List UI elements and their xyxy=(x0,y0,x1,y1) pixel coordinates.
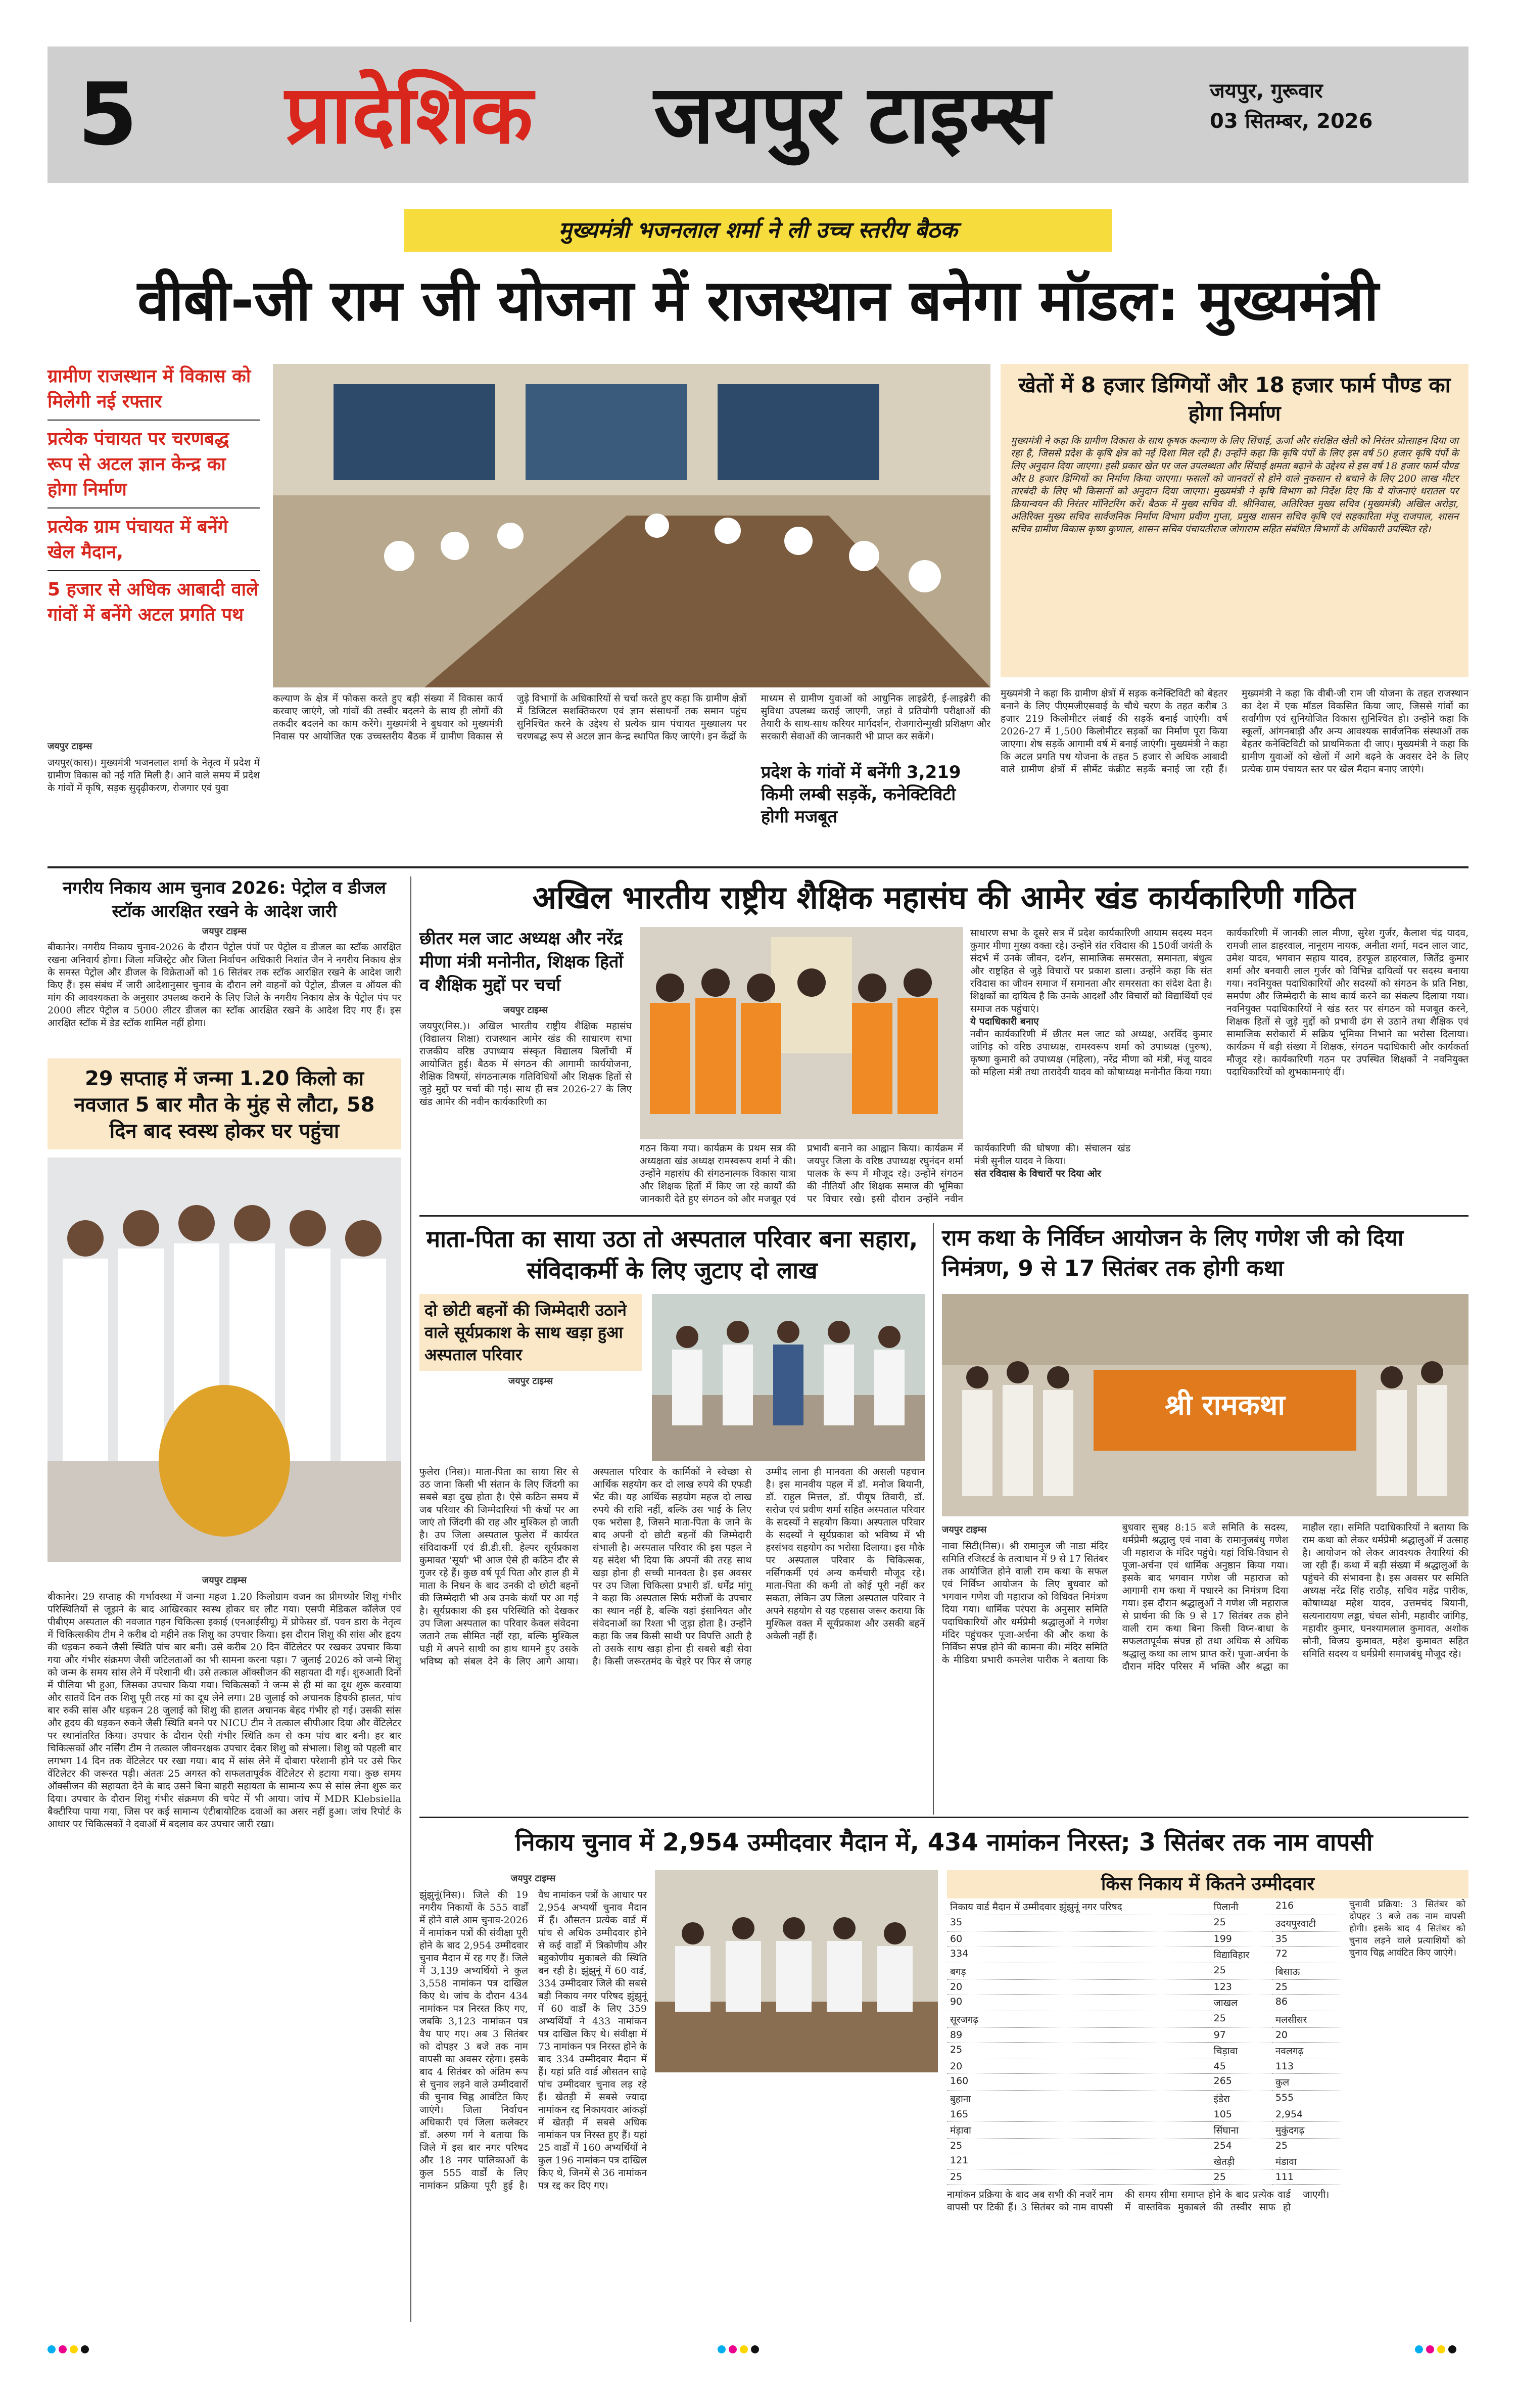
table-row xyxy=(947,1932,1341,1947)
ramkatha-text: नावा सिटी(निस)। श्री रामानुज जी नाडा मंदिर समिति रजिस्टर्ड के तत्वाधान में 9 से 17 सितंबर तक आयोजित होने वाली राम कथा के सफल एवं निर्विघ्न आयोजन के लिए बुधवार को भगवान गणेश जी महाराज को विधिवत निमंत्रण दिया गया। धार्मिक परंपरा के अनुसार समिति पदाधिकारियों और धर्मप्रेमी श्रद्धालुओं ने गणेश मंदिर पहुंचकर पूजा-अर्चना की और कथा के निर्विघ्न संपन्न होने की कामना की। मंदिर समिति के मीडिया प्रभारी कमलेश पारीक ने बताया कि बुधवार सुबह 8:15 बजे समिति के सदस्य, धर्मप्रेमी श्रद्धालु एवं नावा के रामानुजबंधु गणेश जी महाराज के मंदिर पहुंचे। यहां विधि-विधान से पूजा-अर्चना एवं धार्मिक अनुष्ठान किया गया। इसके बाद भगवान गणेश जी महाराज को आगामी राम कथा में पधारने का निमंत्रण दिया गया। इस दौरान श्रद्धालुओं ने गणेश जी महाराज से प्रार्थना की कि 9 से 17 सितंबर तक होने वाली राम कथा बिना किसी विघ्न-बाधा के सफलतापूर्वक संपन्न हो तथा अधिक से अधिक श्रद्धालु कथा का लाभ प्राप्त करें। पूजा-अर्चना के दौरान मंदिर परिसर में भक्ति और श्रद्धा का माहौल रहा। समिति पदाधिकारियों ने बताया कि राम कथा को लेकर धर्मप्रेमी श्रद्धालुओं में उत्साह है। आयोजन को लेकर आवश्यक तैयारियां की जा रही हैं। कथा में बड़ी संख्या में श्रद्धालुओं के पहुंचने की संभावना है। इस अवसर पर समिति अध्यक्ष नरेंद्र सिंह राठौड़, सचिव महेंद्र पारीक, कोषाध्यक्ष महेश यादव, उत्तमचंद बियानी, सत्यनारायण लड्डा, चंचल सोनी, महावीर जांगिड़, महावीर कुमार, घनश्यामलाल कुमावत, अशोक सोनी, विजय कुमावत, महेश कुमावत सहित समिति सदस्य व धर्मप्रेमी समाजबंधु मौजूद रहे। xyxy=(942,1522,1468,1672)
table-cell: 60 xyxy=(947,1932,1211,1947)
table-cell: 265 xyxy=(1211,2074,1272,2091)
table-cell: 89 xyxy=(947,2028,1211,2043)
lead-right-body xyxy=(1001,687,1468,859)
ramkatha-banner-text: श्री रामकथा xyxy=(1165,1389,1285,1422)
fuel-story xyxy=(48,876,401,1048)
lead-left-text: जयपुर(कास)। मुख्यमंत्री भजनलाल शर्मा के नेतृत्व में प्रदेश में ग्रामीण विकास को नई गति मिली है। आने वाले समय में प्रदेश के गांवों में कृषि, सड़क सुदृढ़ीकरण, रोजगार एवं युवा xyxy=(48,757,260,794)
table-cell: 2,954 xyxy=(1272,2107,1341,2122)
table-cell: 86 xyxy=(1272,1995,1341,2011)
table-cell: 111 xyxy=(1272,2170,1341,2185)
table-cell: 20 xyxy=(1272,2028,1341,2043)
newborn-byline: जयपुर टाइम्स xyxy=(202,1575,247,1586)
election-byline: जयपुर टाइम्स xyxy=(510,1873,556,1884)
election-photo xyxy=(655,1870,938,2072)
mahasangh-headline: अखिल भारतीय राष्ट्रीय शैक्षिक महासंघ की आमेर खंड कार्यकारिणी गठित xyxy=(532,879,1356,916)
table-cell: 25 xyxy=(1211,2011,1272,2028)
table-cell: कुल xyxy=(1272,2074,1341,2091)
table-cell: मंड़ावा xyxy=(947,2122,1211,2139)
table-cell: 25 xyxy=(1272,1980,1341,1995)
table-row xyxy=(947,1995,1341,2011)
table-cell: 25 xyxy=(1272,2139,1341,2153)
table-cell: 25 xyxy=(1211,1963,1272,1980)
mahasangh-body-mid xyxy=(640,1142,1130,1208)
table-cell: 254 xyxy=(1211,2139,1272,2153)
mahasangh-text-far: नवीन कार्यकारिणी में छीतर मल जाट को अध्यक्ष, अरविंद कुमार जांगिड़ को वरिष्ठ उपाध्यक्ष, रामस्वरूप शर्मा को उपाध्यक्ष (पुरुष), कृष्णा कुमारी को उपाध्यक्ष (महिला), नरेंद्र मीणा को मंत्री, मंजू यादव को महिला मंत्री तथा तारादेवी यादव को कोषाध्यक्ष मनोनीत किया गया। कार्यकारिणी में जानकी लाल मीणा, सुरेश गुर्जर, कैलाश चंद्र यादव, रामजी लाल डाहरवाल, नानूराम नायक, अनीता शर्मा, मदन लाल जाट, उमेश यादव, भगवान सहाय यादव, हरफूल डाहरवाल, जितेंद्र कुमार शर्मा और बनवारी लाल गुर्जर को विभिन्न दायित्वों पर सदस्य बनाया गया। नवनियुक्त पदाधिकारियों और सदस्यों को संगठन के प्रति निष्ठा, समर्पण और जिम्मेदारी के साथ कार्य करने का संकल्प दिलाया गया। नवनियुक्त पदाधिकारियों ने खंड स्तर पर संगठन को मजबूत करने, शिक्षक हितों से जुड़े मुद्दों को प्रभावी ढंग से उठाने तथा शैक्षिक एवं सामाजिक सरोकारों में सक्रिय भूमिका निभाने का भरोसा दिलाया। कार्यक्रम में बड़ी संख्या में शिक्षक, संगठन पदाधिकारी और कार्यकर्ता मौजूद रहे। कार्यकारिणी गठन पर उपस्थित शिक्षकों ने नवनियुक्त पदाधिकारियों को शुभकामनाएं दीं। xyxy=(970,928,1468,1078)
table-cell: 25 xyxy=(947,2043,1211,2059)
divider-lead xyxy=(48,866,1468,868)
mahasangh-text-left: जयपुर(निस.)। अखिल भारतीय राष्ट्रीय शैक्षिक महासंघ (विद्यालय शिक्षा) राजस्थान आमेर खंड की साधारण सभा राजकीय वरिष्ठ उपाध्याय संस्कृत विद्यालय बिलोंची में आयोजित हुई। बैठक में संगठन की आगामी कार्ययोजना, शैक्षिक विषयों, संगठनात्मक गतिविधियों और शिक्षक हितों से जुड़े मुद्दों पर चर्चा की गई। साथ ही सत्र 2026-27 के लिए खंड आमेर की नवीन कार्यकारिणी का xyxy=(419,1021,632,1107)
mahasangh-text-mid: गठन किया गया। कार्यक्रम के प्रथम सत्र की अध्यक्षता खंड अध्यक्ष रामस्वरूप शर्मा ने की। उन्होंने महासंघ की संगठनात्मक विकास यात्रा और शिक्षक हितों में किए जा रहे कार्यों की जानकारी देते हुए संगठन को और मजबूत एवं प्रभावी बनाने का आह्वान किया। कार्यक्रम में जयपुर जिला के वरिष्ठ उपाध्यक्ष रघुनंदन शर्मा पालक के रूप में मौजूद रहे। उन्होंने संगठन की नीतियों और शिक्षक समाज की भूमिका पर विचार रखे। इसी दौरान उन्होंने नवीन कार्यकारिणी की घोषणा की। संचालन खंड मंत्री सुनील यादव ने किया। xyxy=(640,1143,1130,1205)
masthead-city-day: जयपुर, गुरूवार xyxy=(1210,79,1323,103)
table-cell: बुहाना xyxy=(947,2091,1211,2107)
ramkatha-body xyxy=(942,1521,1468,1810)
mahasangh-subhead-2: ये पदाधिकारी बनाए xyxy=(970,1016,1039,1027)
table-row xyxy=(947,2153,1341,2170)
lead-col-text-2: तक समान पहुंच सुनिश्चित करने के उद्देश्य से प्रत्येक ग्राम पंचायत मुख्यालय पर चरणबद्ध रूप से अटल ज्ञान केन्द्र स्थापित किए जाएंगे। इन केंद्रों के माध्यम से ग्रामीण युवाओं को आधुनिक लाइब्रेरी, ई-लाइब्रेरी की सुविधा उपलब्ध कराई जाएगी, जहां वे प्रतियोगी परीक्षाओं की तैयारी के साथ-साथ करियर मार्गदर्शन, रोजगारोन्मुखी प्रशिक्षण और सरकारी सेवाओं की जानकारी भी xyxy=(516,693,990,742)
table-row xyxy=(947,2122,1341,2139)
table-row xyxy=(947,1898,1341,1915)
lead-col-text-3: प्राप्त कर सकेंगे। xyxy=(877,731,934,742)
table-cell: 45 xyxy=(1211,2059,1272,2074)
table-row xyxy=(947,2139,1341,2153)
newborn-photo xyxy=(48,1157,401,1562)
table-cell: 35 xyxy=(947,1915,1211,1932)
table-row xyxy=(947,1963,1341,1980)
lead-decks xyxy=(48,364,260,733)
lead-deck-3: प्रत्येक ग्राम पंचायत में बनेंगे खेल मैदान, xyxy=(48,515,260,571)
fuel-headline: नगरीय निकाय आम चुनाव 2026: पेट्रोल व डीजल स्टॉक आरक्षित रखने के आदेश जारी xyxy=(63,878,386,921)
mahasangh-deck: छीतर मल जाट अध्यक्ष और नरेंद्र मीणा मंत्री मनोनीत, शिक्षक हितों व शैक्षिक मुद्दों पर चर्चा xyxy=(419,929,624,995)
divider-election xyxy=(419,1817,1468,1818)
table-cell: मंडावा xyxy=(1272,2153,1341,2170)
registration-marks-left xyxy=(48,2345,92,2355)
table-cell: 25 xyxy=(947,2170,1211,2185)
table-cell: 25 xyxy=(1211,1915,1272,1932)
election-table-title: किस निकाय में कितने उम्मीदवार xyxy=(947,1870,1468,1898)
lead-deck-4: 5 हजार से अधिक आबादी वाले गांवों में बनेंगे अटल प्रगति पथ xyxy=(48,579,259,625)
table-cell: पिलानी xyxy=(1211,1898,1272,1915)
masthead xyxy=(48,47,1468,183)
hospital-deck: दो छोटी बहनों की जिम्मेदारी उठाने वाले सूर्यप्रकाश के साथ खड़ा हुआ अस्पताल परिवार xyxy=(419,1294,642,1371)
mahasangh-deck-box xyxy=(419,927,632,1144)
table-cell: इंडेरा xyxy=(1211,2091,1272,2107)
election-table-box xyxy=(947,1870,1468,2315)
table-cell: 20 xyxy=(947,2059,1211,2074)
newborn-headline: 29 सप्ताह में जन्मा 1.20 किलो का नवजात 5 बार मौत के मुंह से लौटा, 58 दिन बाद स्वस्थ होकर घर पहुंचा xyxy=(74,1067,375,1143)
lead-deck-1: ग्रामीण राजस्थान में विकास को मिलेगी नई रफ्तार xyxy=(48,364,260,421)
lead-subhead: प्रदेश के गांवों में बनेंगी 3,219 किमी लम्बी सड़कें, कनेक्टिविटी होगी मजबूत xyxy=(758,758,990,831)
lead-headline: वीबी-जी राम जी योजना में राजस्थान बनेगा मॉडल: मुख्यमंत्री xyxy=(137,268,1379,334)
newborn-head-box xyxy=(48,1058,401,1149)
mahasangh-byline: जयपुर टाइम्स xyxy=(503,1005,548,1015)
table-cell: 165 xyxy=(947,2107,1211,2122)
table-cell: 113 xyxy=(1272,2059,1341,2074)
newborn-body xyxy=(48,1572,401,2315)
table-row xyxy=(947,2091,1341,2107)
lead-box-text: मुख्यमंत्री ने कहा कि ग्रामीण विकास के साथ कृषक कल्याण के लिए सिंचाई, ऊर्जा और संरक्षित खेती को निरंतर प्रोत्साहन दिया जा रहा है, जिससे प्रदेश के कृषि क्षेत्र को नई दिशा मिल रही है। उन्होंने कहा कि कृषि पंपों के लिए इस वर्ष 50 हजार कृषि पंपों के लिए अनुदान दिया जाएगा। इसी प्रकार खेत पर जल उपलब्धता और सिंचाई क्षमता बढ़ाने के उद्देश्य से इस वर्ष 18 हजार फार्म पौण्ड और 8 हजार डिग्गियों का निर्माण किया जाएगा। फसलों को जानवरों से होने वाले नुकसान से बचाने के लिए 200 लाख मीटर तारबंदी के लिए भी किसानों को अनुदान दिया जाएगा। मुख्यमंत्री ने कृषि विभाग को निर्देश दिए कि ये योजनाएं धरातल पर क्रियान्वयन की निरंतर मॉनिटरिंग करें। बैठक में मुख्य सचिव वी. श्रीनिवास, अतिरिक्त मुख्य सचिव (मुख्यमंत्री) अखिल अरोड़ा, अतिरिक्त मुख्य सचिव सार्वजनिक निर्माण विभाग प्रवीण गुप्ता, प्रमुख शासन सचिव कृषि एवं सहकारिता मंजू राजपाल, शासन सचिव ग्रामीण विकास कृष्ण कुणाल, शासन सचिव पंचायतीराज जोगाराम सहित संबंधित विभागों के अधिकारी उपस्थित रहे। xyxy=(1011,435,1458,535)
divider-left-col xyxy=(410,876,411,2322)
table-cell: बगड़ xyxy=(947,1963,1211,1980)
fuel-byline: जयपुर टाइम्स xyxy=(202,926,247,937)
table-row xyxy=(947,2170,1341,2185)
hospital-deck-box xyxy=(419,1294,642,1435)
election-table xyxy=(947,1898,1341,2185)
table-cell: नवलगढ़ xyxy=(1272,2043,1341,2059)
table-cell: 105 xyxy=(1211,2107,1272,2122)
paper-name: जयपुर टाइम्स xyxy=(654,67,1051,162)
table-row xyxy=(947,2059,1341,2074)
table-cell: सूरजगढ़ xyxy=(947,2011,1211,2028)
lead-box xyxy=(1001,364,1468,677)
table-cell: विद्याविहार xyxy=(1211,1947,1272,1963)
table-cell: सिंघाना xyxy=(1211,2122,1272,2139)
section-name: प्रादेशिक xyxy=(285,67,533,162)
election-table-foot: नामांकन प्रक्रिया के बाद अब सभी की नजरें नाम वापसी पर टिकी हैं। 3 सितंबर को नाम वापसी की समय सीमा समाप्त होने के बाद प्रत्येक वार्ड में वास्तविक मुकाबले की तस्वीर साफ हो जाएगी। xyxy=(947,2189,1330,2213)
registration-marks-right xyxy=(1415,2345,1459,2355)
lead-meeting-photo xyxy=(273,364,990,687)
table-row xyxy=(947,1915,1341,1932)
table-cell: 90 xyxy=(947,1995,1211,2011)
table-cell: 123 xyxy=(1211,1980,1272,1995)
table-cell: निकाय वार्ड मैदान में उम्मीदवार झुंझुनूं नगर परिषद xyxy=(947,1898,1211,1915)
divider-mahasangh xyxy=(419,1215,1468,1217)
table-cell: 25 xyxy=(947,2139,1211,2153)
lead-deck-2: प्रत्येक पंचायत पर चरणबद्ध रूप से अटल ज्ञान केन्द्र का होगा निर्माण xyxy=(48,427,260,508)
lead-left-body xyxy=(48,738,260,859)
hospital-byline: जयपुर टाइम्स xyxy=(508,1376,553,1386)
election-table-note: चुनावी प्रक्रिया: 3 सितंबर को दोपहर 3 बजे तक नाम वापसी होगी। इसके बाद 4 सितंबर को चुनाव लड़ने वाले प्रत्याशियों को चुनाव चिह्न आवंटित किए जाएंगे। xyxy=(1349,1899,1465,1958)
registration-marks-center xyxy=(718,2345,762,2355)
mahasangh-text-right: साधारण सभा के दूसरे सत्र में प्रदेश कार्यकारिणी आयाम सदस्य मदन कुमार मीणा मुख्य वक्ता रहे। उन्होंने संत रविदास की 150वीं जयंती के संदर्भ में उनके जीवन, दर्शन, सामाजिक समरसता, समानता, बंधुत्व और राष्ट्रहित से जुड़े विचारों पर प्रकाश डाला। उन्होंने कहा कि संत रविदास का जीवन समाज में समानता और समरसता का संदेश देता है। शिक्षकों का दायित्व है कि उनके आदर्शों और विचारों को विद्यार्थियों एवं समाज तक पहुंचाएं। xyxy=(970,928,1212,1014)
lead-col-text-4: मुख्यमंत्री ने कहा कि ग्रामीण क्षेत्रों में सड़क कनेक्टिविटी को बेहतर बनाने के लिए पीएमजीएसवाई के चौथे चरण के तहत करीब 3 हजार 219 किलोमीटर लंबाई की सड़कें बनाई जाएंगी। वर्ष 2026-27 में 1,500 किलोमीटर सड़कों का निर्माण पूरा किया जाएगा। शेष सड़कें आगामी वर्ष में बनाई जाएंगी। मुख्यमंत्री ने कहा कि अटल प्रगति पथ योजना के तहत 5 हजार से अधिक आबादी वाले ग्रामीण क्षेत्रों में सीमेंट कंक्रीट सड़कें बनाई जा रही हैं। मुख्यमंत्री ने कहा xyxy=(1001,688,1300,775)
table-cell: मलसीसर xyxy=(1272,2011,1341,2028)
table-row xyxy=(947,2028,1341,2043)
table-cell: उदयपुरवाटी xyxy=(1272,1915,1341,1932)
table-cell: 555 xyxy=(1272,2091,1341,2107)
lead-col-text-1: कल्याण के क्षेत्र में फोकस करते हुए बड़ी संख्या में विकास कार्य करवाए जाएंगे, जो गांवों की तस्वीर बदलने के साथ ही लोगों की तकदीर बदलने का काम करेंगे। मुख्यमंत्री ने बुधवार को मुख्यमंत्री निवास पर आयोजित एक उच्चस्तरीय बैठक में ग्रामीण विकास से जुड़े विभागों के अधिकारियों से चर्चा करते हुए कहा कि ग्रामीण क्षेत्रों में डिजिटल सशक्तिकरण एवं ज्ञान संसाधनों xyxy=(273,693,747,742)
table-cell: 121 xyxy=(947,2153,1211,2170)
table-cell: बिसाऊ xyxy=(1272,1963,1341,1980)
lead-col-text-5: कि वीबी-जी राम जी योजना के तहत राजस्थान का देश में एक मॉडल विकसित किया जाए, जिससे गांवों का सर्वांगीण एवं सुनियोजित विकास सुनिश्चित हो। उन्होंने कहा कि स्कूलों, आंगनबाड़ी और अन्य आवश्यक सार्वजनिक संस्थाओं तक बेहतर कनेक्टिविटी को प्राथमिकता दी जाए। मुख्यमंत्री ने कहा कि ग्रामीण युवाओं को खेलों में आगे बढ़ने के अवसर देने के लिए प्रत्येक ग्राम पंचायत स्तर पर खेल मैदान बनाए जाएंगे। xyxy=(1242,688,1468,775)
hospital-headline: माता-पिता का साया उठा तो अस्पताल परिवार बना सहारा, संविदाकर्मी के लिए जुटाए दो लाख xyxy=(426,1225,918,1284)
hospital-body xyxy=(419,1466,925,1810)
table-cell: 35 xyxy=(1272,1932,1341,1947)
mahasangh-subhead-1: संत रविदास के विचारों पर दिया ओर xyxy=(974,1168,1101,1179)
table-row xyxy=(947,2043,1341,2059)
election-body-left xyxy=(419,1870,647,2315)
table-cell: 72 xyxy=(1272,1947,1341,1963)
election-text: झुंझुनूं(निस)। जिले की 19 नगरीय निकायों के 555 वार्डों में होने वाले आम चुनाव-2026 में नामांकन पत्रों की संवीक्षा पूरी होने के बाद 2,954 उम्मीदवार चुनाव मैदान में रह गए हैं। जिले में 3,139 अभ्यर्थियों ने कुल 3,558 नामांकन पत्र दाखिल किए थे। जांच के दौरान 434 नामांकन पत्र निरस्त किए गए, जबकि 3,123 नामांकन पत्र वैध पाए गए। अब 3 सितंबर को दोपहर 3 बजे तक नाम वापसी का अवसर रहेगा। इसके बाद 4 सितंबर को अंतिम रूप से चुनाव लड़ने वाले उम्मीदवारों की चुनाव चिह्न आवंटित किए जाएंगे। जिला निर्वाचन अधिकारी एवं जिला कलेक्टर डॉ. अरुण गर्ग ने बताया कि जिले में इस बार नगर परिषद और 18 नगर पालिकाओं के कुल 555 वार्डों के लिए नामांकन प्रक्रिया पूरी हुई है। वैध नामांकन पत्रों के आधार पर 2,954 अभ्यर्थी चुनाव मैदान में हैं। औसतन प्रत्येक वार्ड में पांच से अधिक उम्मीदवार होने से कई वार्डों में त्रिकोणीय और बहुकोणीय मुकाबले की स्थिति बन रही है। झुंझुनूं में 60 वार्ड, 334 उम्मीदवार जिले की सबसे बड़ी निकाय नगर परिषद झुंझुनूं में 60 वार्डों के लिए 359 अभ्यर्थियों ने 433 नामांकन पत्र दाखिल किए थे। संवीक्षा में 73 नामांकन पत्र निरस्त होने के बाद 334 उम्मीदवार मैदान में हैं। यहां प्रति वार्ड औसतन साढ़े पांच उम्मीदवार चुनाव लड़ रहे हैं। खेतड़ी में सबसे ज्यादा नामांकन रद्द निकायवार आंकड़ों में खेतड़ी में सबसे अधिक नामांकन पत्र निरस्त हुए हैं। यहां 25 वार्डों में 160 अभ्यर्थियों ने कुल 196 नामांकन पत्र दाखिल किए थे, जिनमें से 36 नामांकन पत्र रद्द कर दिए गए। xyxy=(419,1889,647,2191)
masthead-date: 03 सितम्बर, 2026 xyxy=(1210,110,1373,133)
divider-hospital xyxy=(933,1223,934,1815)
election-photo-caption-area xyxy=(655,2077,938,2315)
ramkatha-photo xyxy=(942,1294,1468,1516)
table-row xyxy=(947,2074,1341,2091)
hospital-text: फुलेरा (निस)। माता-पिता का साया सिर से उठ जाना किसी भी संतान के लिए जिंदगी का सबसे बड़ा दुख होता है। ऐसे कठिन समय में जब परिवार की जिम्मेदारियां भी कंधों पर आ जाएं तो जिंदगी की राह और मुश्किल हो जाती है। उप जिला अस्पताल फुलेरा में कार्यरत संविदाकर्मी एवं डी.डी.सी. हेल्पर सूर्यप्रकाश कुमावत 'सूर्या' भी आज ऐसे ही कठिन दौर से गुजर रहे हैं। कुछ वर्ष पूर्व पिता और हाल ही में माता के निधन के बाद उनकी दो छोटी बहनों की जिम्मेदारी भी अब उनके कंधों पर आ गई है। सूर्यप्रकाश की इस परिस्थिति को देखकर उप जिला अस्पताल का परिवार केवल संवेदना जताने तक सीमित नहीं रहा, बल्कि मुश्किल घड़ी में अपने साथी का हाथ थामने हुए उसके भविष्य को संबल देने के लिए आगे आया। अस्पताल परिवार के कार्मिकों ने स्वेच्छा से आर्थिक सहयोग कर दो लाख रुपये की एफडी भेंट की। यह आर्थिक सहयोग महज दो लाख रुपये की राशि नहीं, बल्कि उस भाई के लिए एक भरोसा है, जिसने माता-पिता के जाने के बाद अपनी दो छोटी बहनों की जिम्मेदारी संभाली है। अस्पताल परिवार की इस पहल ने यह संदेश भी दिया कि अपनों की तरह साथ खड़ा होना ही सच्ची मानवता है। इस अवसर पर उप जिला चिकित्सा प्रभारी डॉ. धर्मेंद्र मांगू ने कहा कि अस्पताल सिर्फ मरीजों के उपचार का स्थान नहीं है, बल्कि यहां इंसानियत और संवेदनाओं का रिश्ता भी जुड़ा होता है। उन्होंने कहा कि जब किसी साथी पर विपत्ति आती है तो उसके साथ खड़ा होना ही सबसे बड़ी सेवा है। किसी जरूरतमंद के चेहरे पर फिर से जगह उम्मीद लाना ही मानवता की असली पहचान है। इस मानवीय पहल में डॉ. मनोज बियानी, डॉ. राहुल मित्तल, डॉ. पीयूष तिवारी, डॉ. सरोज एवं प्रवीण शर्मा सहित अस्पताल परिवार के सदस्यों ने सहयोग किया। अस्पताल परिवार के सदस्यों ने सूर्यप्रकाश को भविष्य में भी हरसंभव सहयोग का भरोसा दिलाया। इस मौके पर अस्पताल परिवार के चिकित्सक, नर्सिंगकर्मी एवं अन्य कर्मचारी मौजूद रहे। माता-पिता की कमी तो कोई पूरी नहीं कर सकता, लेकिन उप जिला अस्पताल परिवार ने अपने सहयोग से यह एहसास जरूर कराया कि मुश्किल वक्त में सूर्यप्रकाश और उसकी बहनें अकेली नहीं हैं। xyxy=(419,1466,925,1667)
fuel-text: बीकानेर। नगरीय निकाय चुनाव-2026 के दौरान पेट्रोल पंपों पर पेट्रोल व डीजल का स्टॉक आरक्षित रखना अनिवार्य होगा। जिला मजिस्ट्रेट और जिला निर्वाचन अधिकारी निशांत जैन ने नगरीय निकाय क्षेत्र के समस्त पेट्रोल और डीजल के विक्रेताओं को 16 सितंबर तक स्टॉक आरक्षित रखने के आदेश जारी किए हैं। इस संबंध में जारी आदेशानुसार चुनाव के दौरान लगे वाहनों को पेट्रोल, डीजल व ऑयल की मांग की आवश्यकता के अनुसार उपलब्ध कराने के लिए जिले के नगरीय निकाय क्षेत्र के पेट्रोल पंप पर 2000 लीटर पेट्रोल व 5000 लीटर डीजल का स्टॉक आरक्षित रखने के आदेश दिए गए हैं। इस आरक्षित स्टॉक में डेड स्टॉक शामिल नहीं होगा। xyxy=(48,942,401,1029)
lead-byline: जयपुर टाइम्स xyxy=(48,741,92,752)
mahasangh-photo xyxy=(640,927,963,1139)
mahasangh-body xyxy=(970,927,1468,1149)
table-cell: 216 xyxy=(1272,1898,1341,1915)
table-cell: 20 xyxy=(947,1980,1211,1995)
table-row xyxy=(947,2107,1341,2122)
lead-kicker: मुख्यमंत्री भजनलाल शर्मा ने ली उच्च स्तरीय बैठक xyxy=(404,209,1112,252)
table-row xyxy=(947,1980,1341,1995)
table-cell: जाखल xyxy=(1211,1995,1272,2011)
table-cell: 25 xyxy=(1211,2170,1272,2185)
hospital-photo xyxy=(652,1294,925,1461)
page-number: 5 xyxy=(78,65,138,165)
table-cell: 199 xyxy=(1211,1932,1272,1947)
table-cell: मुकुंदगढ़ xyxy=(1272,2122,1341,2139)
table-cell: 97 xyxy=(1211,2028,1272,2043)
lead-box-headline: खेतों में 8 हजार डिग्गियों और 18 हजार फार्म पौण्ड का होगा निर्माण xyxy=(1018,373,1451,426)
election-headline: निकाय चुनाव में 2,954 उम्मीदवार मैदान में, 434 नामांकन निरस्त; 3 सितंबर तक नाम वापसी xyxy=(515,1828,1373,1857)
ramkatha-headline: राम कथा के निर्विघ्न आयोजन के लिए गणेश जी को दिया निमंत्रण, 9 से 17 सितंबर तक होगी कथा xyxy=(942,1225,1404,1281)
table-row xyxy=(947,2011,1341,2028)
newborn-text: बीकानेर। 29 सप्ताह की गर्भावस्था में जन्मा महज 1.20 किलोग्राम वजन का प्रीमच्योर शिशु गंभीर परिस्थितियों से जूझने के बाद आखिरकार स्वस्थ होकर घर लौट गया। एसपी मेडिकल कॉलेज एवं पीबीएम अस्पताल की नवजात गहन चिकित्सा इकाई (एनआईसीयू) में प्रोफेसर डॉ. पवन डारा के नेतृत्व में चिकित्सकीय टीम ने करीब दो महीने तक शिशु का उपचार किया। इस दौरान शिशु की सांस और हृदय की धड़कन रुकने जैसी स्थिति पांच बार बनी। उसे करीब 20 दिन वेंटिलेटर पर रखकर उपचार किया गया और गंभीर संक्रमण जैसी जटिलताओं का भी सामना करना पड़ा। 7 जुलाई 2026 को जन्मे शिशु को जन्म के समय सांस लेने में परेशानी थी। उसे तत्काल ऑक्सीजन की सहायता दी गई। शुरुआती दिनों में पीलिया भी हुआ, जिसका उपचार किया गया। चिकित्सकों ने जन्म से ही मां का दूध शुरू करवाया और सातवें दिन तक शिशु पूरी तरह मां का दूध लेने लगा। 28 जुलाई को अचानक हिचकी हालत, पांच बार रुकी सांस और धड़कन 28 जुलाई को शिशु की हालत अचानक बेहद गंभीर हो गई। उसकी सांस और हृदय की धड़कन रुकने जैसी स्थिति बनने पर NICU टीम ने तत्काल सीपीआर दिया और वेंटिलेटर पर स्थानांतरित किया। उपचार के दौरान ऐसी गंभीर स्थिति कम से कम पांच बार बनी। हर बार चिकित्सकों और नर्सिंग टीम ने तत्काल जीवनरक्षक उपचार देकर शिशु को संभाला। शिशु को पहली बार लगभग 14 दिन तक वेंटिलेटर पर रखा गया। बाद में सांस लेने में दोबारा परेशानी होने पर उसे फिर वेंटिलेटर की जरूरत पड़ी। अंततः 25 अगस्त को सफलतापूर्वक वेंटिलेटर से हटाया गया। कुछ समय ऑक्सीजन की सहायता देने के बाद उसने बिना बाहरी सहायता के सामान्य रूप से सांस लेना शुरू कर दिया। उपचार के दौरान शिशु गंभीर संक्रमण की चपेट में भी आया। जांच में MDR Klebsiella बैक्टीरिया पाया गया, जिस पर कई सामान्य एंटीबायोटिक दवाओं का असर नहीं हुआ। जांच रिपोर्ट के आधार पर चिकित्सकों ने दवाओं में बदलाव कर उपचार जारी रखा। xyxy=(48,1591,401,1830)
table-cell: चिड़ावा xyxy=(1211,2043,1272,2059)
table-cell: 160 xyxy=(947,2074,1211,2091)
ramkatha-byline: जयपुर टाइम्स xyxy=(942,1524,987,1535)
table-row xyxy=(947,1947,1341,1963)
table-cell: 334 xyxy=(947,1947,1211,1963)
table-cell: खेतड़ी xyxy=(1211,2153,1272,2170)
